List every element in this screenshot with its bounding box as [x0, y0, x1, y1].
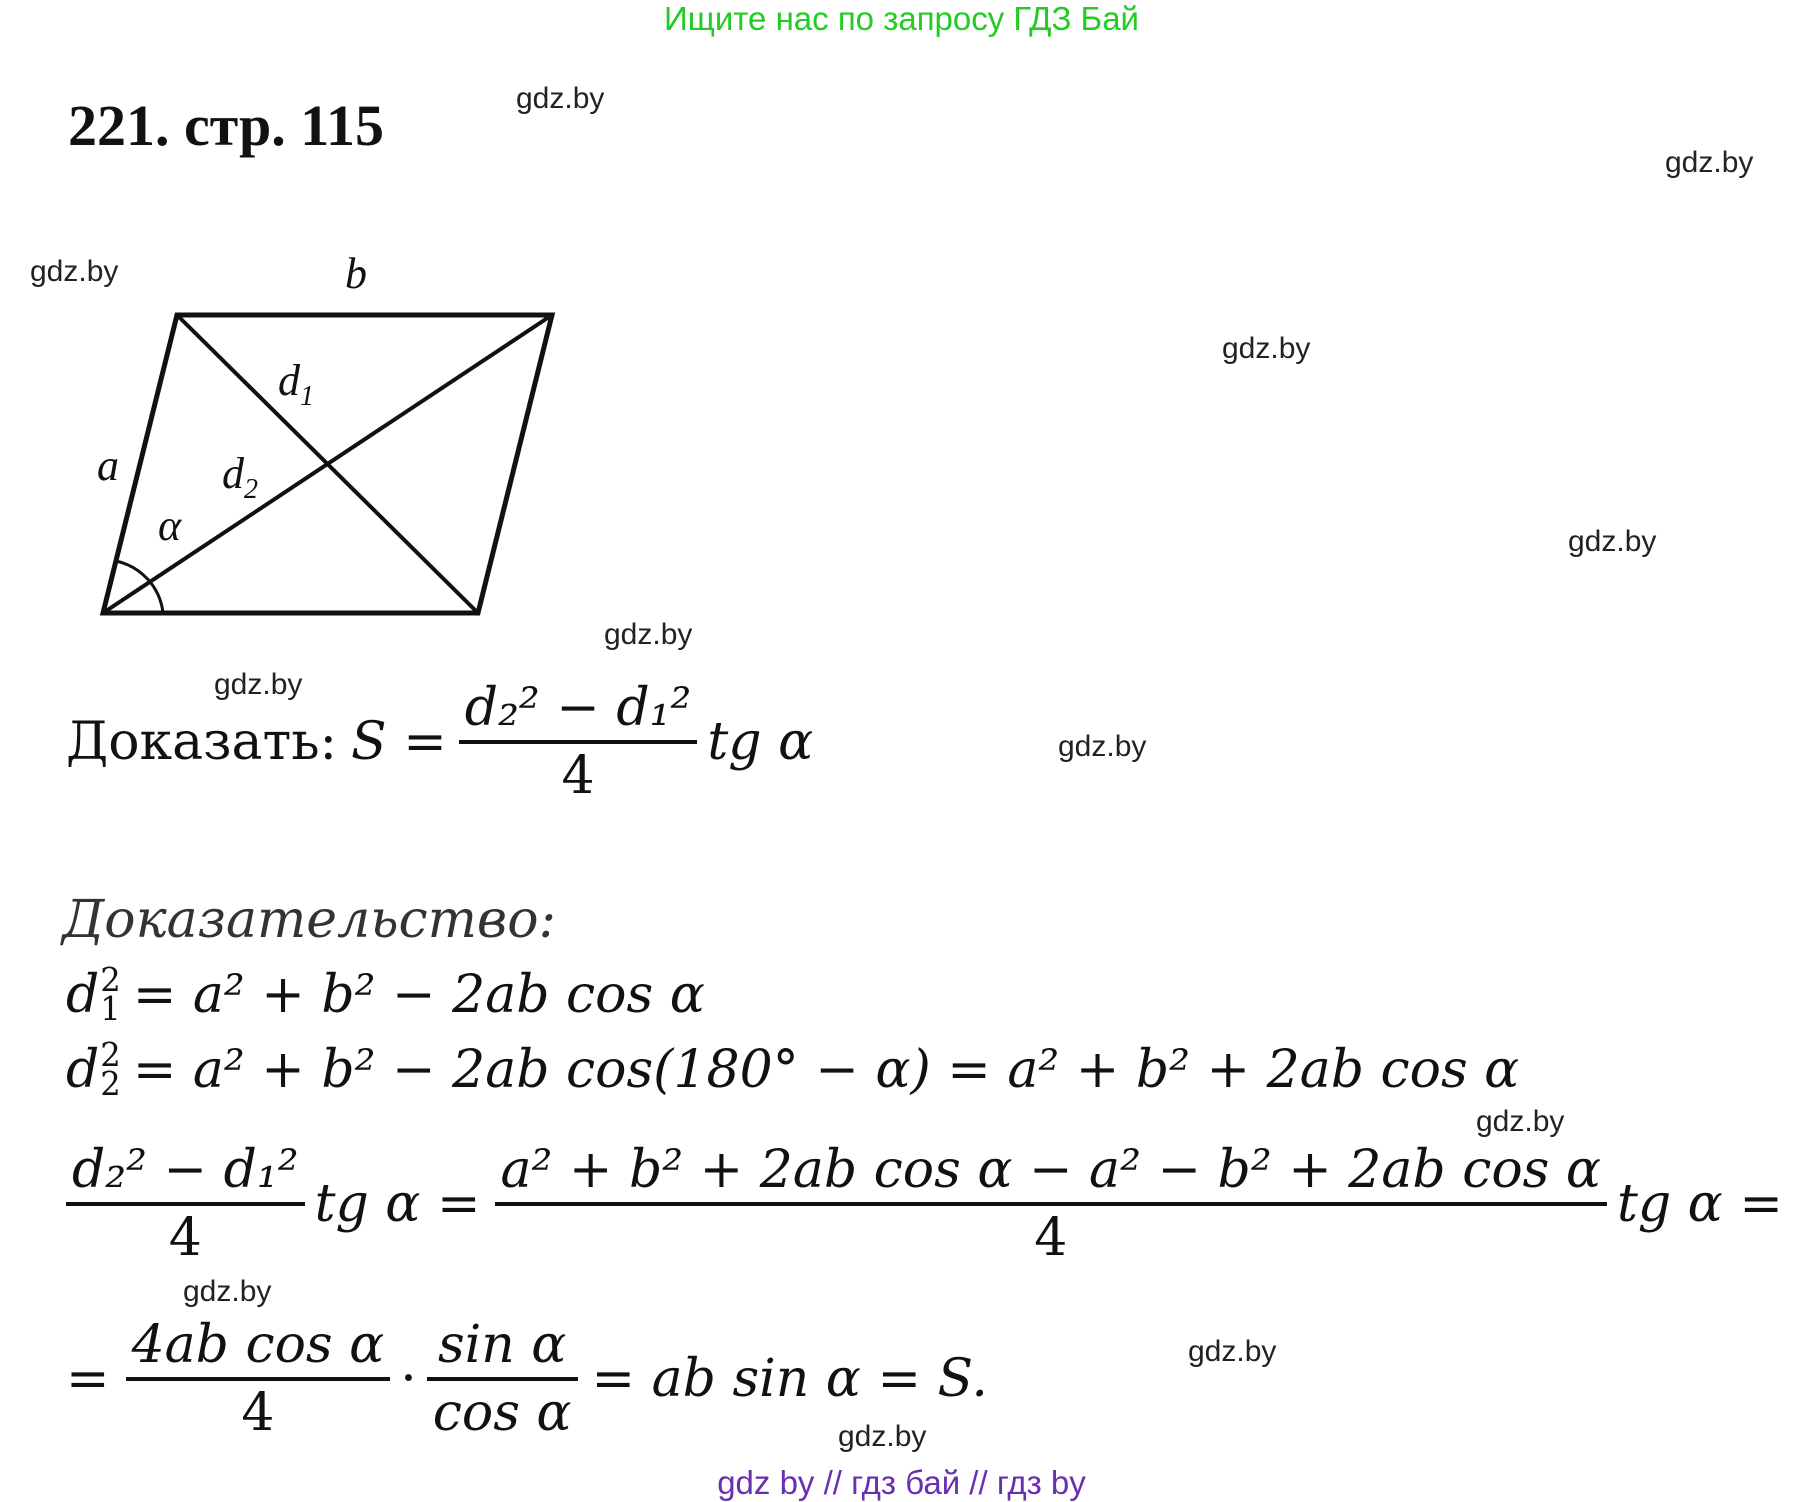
small-fraction-numerator: d₂² − d₁²: [72, 1140, 299, 1200]
prove-label: Доказать:: [66, 712, 338, 772]
watermark: gdz.by: [1188, 1335, 1277, 1368]
watermark: gdz.by: [30, 255, 119, 288]
multiply-dot: ·: [400, 1349, 417, 1409]
label-d1-letter: d: [278, 356, 300, 405]
fraction-cos-denominator: cos α: [427, 1377, 578, 1443]
proof-line-1: [66, 961, 705, 1028]
footer-links: gdz by // гдз бай // гдз by: [717, 1464, 1086, 1501]
diagonal-d2: [103, 315, 552, 613]
proof-line-4-tail: = ab sin α = S.: [591, 1349, 988, 1409]
watermark: gdz.by: [1568, 525, 1657, 558]
label-side-a: a: [97, 441, 119, 490]
d2-sup-sub: 2 2: [100, 1036, 121, 1103]
fraction-4ab-denominator: 4: [126, 1377, 391, 1443]
watermark: gdz.by: [516, 82, 605, 115]
proof-line-2: [66, 1036, 1520, 1103]
proof-line-4: [66, 1315, 988, 1443]
prove-denominator: 4: [459, 740, 698, 806]
watermark: gdz.by: [1058, 730, 1147, 763]
parallelogram-figure: [90, 250, 590, 630]
label-d1: [278, 355, 314, 413]
prove-lhs: S =: [351, 712, 447, 772]
search-banner: Ищите нас по запросу ГДЗ Бай: [664, 0, 1139, 37]
big-fraction: [495, 1140, 1607, 1268]
prove-statement: [66, 678, 813, 806]
d1-squared: d: [66, 965, 100, 1025]
prove-fraction: [459, 678, 698, 806]
prove-tail: tg α: [707, 712, 814, 772]
watermark: gdz.by: [1476, 1105, 1565, 1138]
fraction-sin-cos: [427, 1315, 578, 1443]
watermark: gdz.by: [604, 618, 693, 651]
watermark: gdz.by: [1222, 332, 1311, 365]
watermark: gdz.by: [214, 668, 303, 701]
small-fraction: [66, 1140, 305, 1268]
proof-line-1-rhs: = a² + b² − 2ab cos α: [132, 965, 705, 1025]
proof-line-3: [66, 1140, 1783, 1268]
label-d2-sub: 2: [244, 473, 258, 505]
label-d1-sub: 1: [300, 380, 314, 412]
proof-line-4-eq: =: [66, 1349, 110, 1409]
exercise-title: 221. стр. 115: [68, 93, 384, 158]
proof-line-3-mid: tg α =: [314, 1174, 481, 1234]
label-d2-letter: d: [222, 449, 244, 498]
fraction-4ab: [126, 1315, 391, 1443]
watermark: gdz.by: [838, 1420, 927, 1453]
fraction-4ab-numerator: 4ab cos α: [131, 1315, 385, 1375]
proof-line-3-tail: tg α =: [1616, 1174, 1783, 1234]
watermark: gdz.by: [183, 1275, 272, 1308]
label-d2: [222, 448, 258, 506]
prove-numerator: d₂² − d₁²: [464, 678, 692, 738]
big-fraction-denominator: 4: [495, 1202, 1607, 1268]
proof-label: Доказательство:: [62, 890, 557, 950]
label-angle-alpha: α: [158, 501, 182, 550]
big-fraction-numerator: a² + b² + 2ab cos α − a² − b² + 2ab cos α: [500, 1140, 1601, 1200]
d1-sup-sub: 2 1: [100, 961, 121, 1028]
d2-squared: d: [66, 1040, 100, 1100]
fraction-sin-numerator: sin α: [437, 1315, 567, 1375]
proof-line-2-rhs: = a² + b² − 2ab cos(180° − α) = a² + b² + 2ab cos α: [132, 1040, 1520, 1100]
watermark: gdz.by: [1665, 146, 1754, 179]
label-side-b: b: [345, 249, 367, 298]
small-fraction-denominator: 4: [66, 1202, 305, 1268]
